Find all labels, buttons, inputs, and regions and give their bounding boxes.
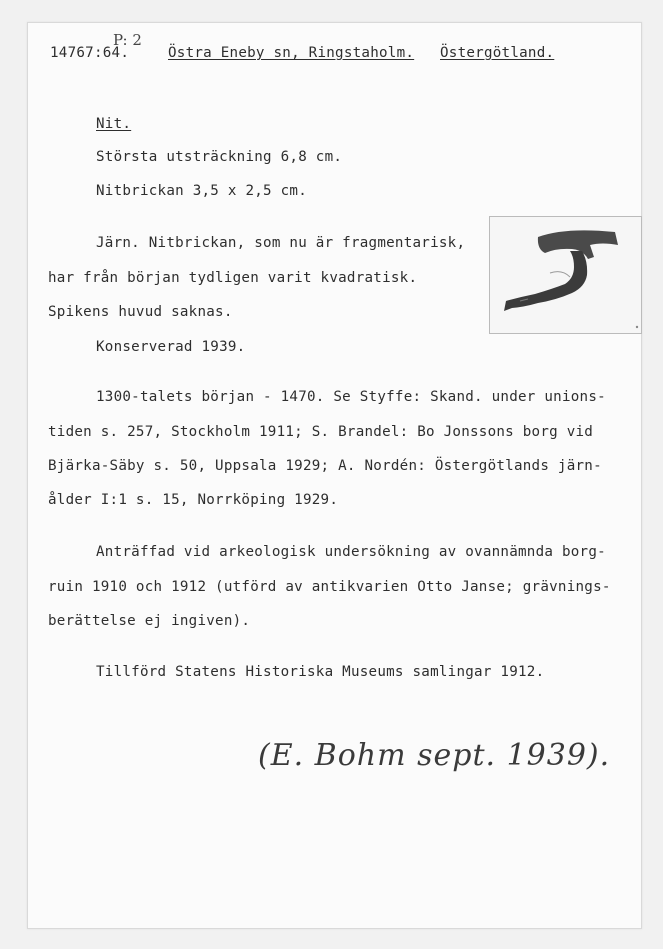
object-name: Nit. — [96, 116, 132, 132]
acquisition-line: Tillförd Statens Historiska Museums samlingar 1912. — [96, 664, 545, 680]
handwritten-signature — [258, 738, 618, 798]
rivet-photo-image — [490, 217, 641, 333]
catalog-card — [27, 22, 642, 929]
province: Östergötland. — [440, 45, 555, 61]
signature-text: (E. Bohm sept. 1939). — [258, 738, 611, 773]
object-photo — [489, 216, 642, 334]
dating-line: Bjärka-Säby s. 50, Uppsala 1929; A. Nordén: Östergötlands järn- — [48, 458, 602, 474]
find-place: Östra Eneby sn, Ringstaholm. — [168, 45, 415, 61]
description-line: Konserverad 1939. — [96, 339, 246, 355]
dating-line: ålder I:1 s. 15, Norrköping 1929. — [48, 492, 339, 508]
max-extent: Största utsträckning 6,8 cm. — [96, 149, 343, 165]
plate-size: Nitbrickan 3,5 x 2,5 cm. — [96, 183, 307, 199]
catalog-number: 14767:64. — [50, 45, 130, 61]
description-line: Järn. Nitbrickan, som nu är fragmentarisk, — [96, 235, 466, 251]
finding-line: berättelse ej ingiven). — [48, 613, 251, 629]
finding-line: ruin 1910 och 1912 (utförd av antikvarien Otto Janse; grävnings- — [48, 579, 611, 595]
description-line: har från början tydligen varit kvadratisk. — [48, 270, 418, 286]
dating-line: tiden s. 257, Stockholm 1911; S. Brandel: Bo Jonssons borg vid — [48, 424, 594, 440]
finding-line: Anträffad vid arkeologisk undersökning av ovannämnda borg- — [96, 544, 606, 560]
dating-line: 1300-talets början - 1470. Se Styffe: Skand. under unions- — [96, 389, 606, 405]
handwritten-page-note: P: 2 — [113, 31, 142, 49]
description-line: Spikens huvud saknas. — [48, 304, 233, 320]
